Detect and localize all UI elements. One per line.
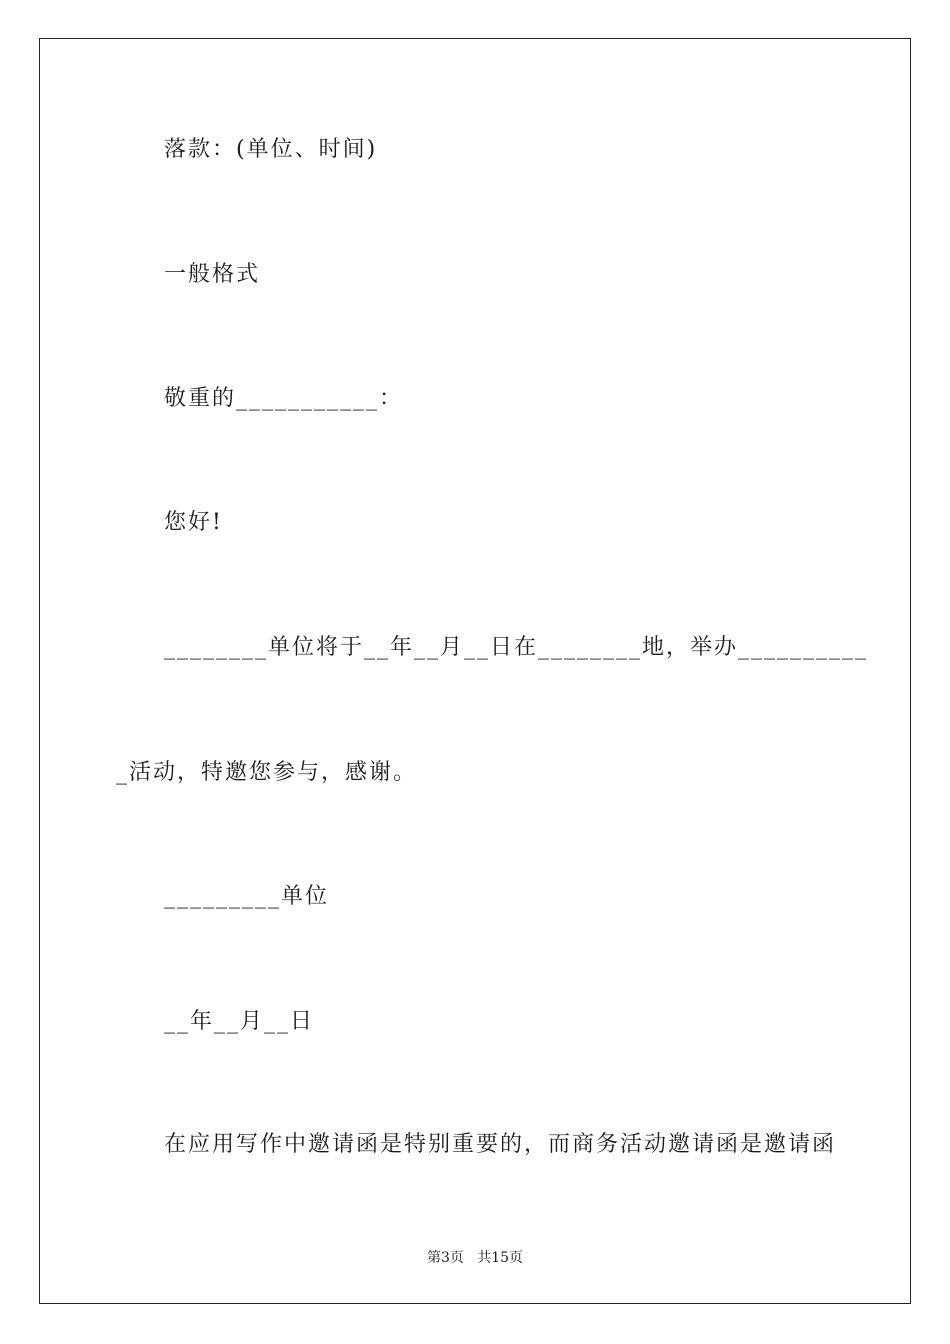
explanation-paragraph: 在应用写作中邀请函是特别重要的，而商务活动邀请函是邀请函 [164,1132,837,1157]
greeting: 您好! [164,510,223,535]
page-number-footer: 第3页 共15页 [426,1250,524,1266]
section-heading: 一般格式 [164,262,261,287]
signature-note: 落款：(单位、时间) [164,137,378,162]
page-frame [39,38,911,1304]
salutation: 敬重的___________： [164,386,404,411]
body-paragraph-line-1: ________单位将于__年__月__日在________地，举办__________ [164,635,869,660]
signature-unit: _________单位 [164,884,330,909]
body-paragraph-line-2: _活动，特邀您参与，感谢。 [116,760,418,785]
signature-date: __年__月__日 [164,1009,315,1034]
